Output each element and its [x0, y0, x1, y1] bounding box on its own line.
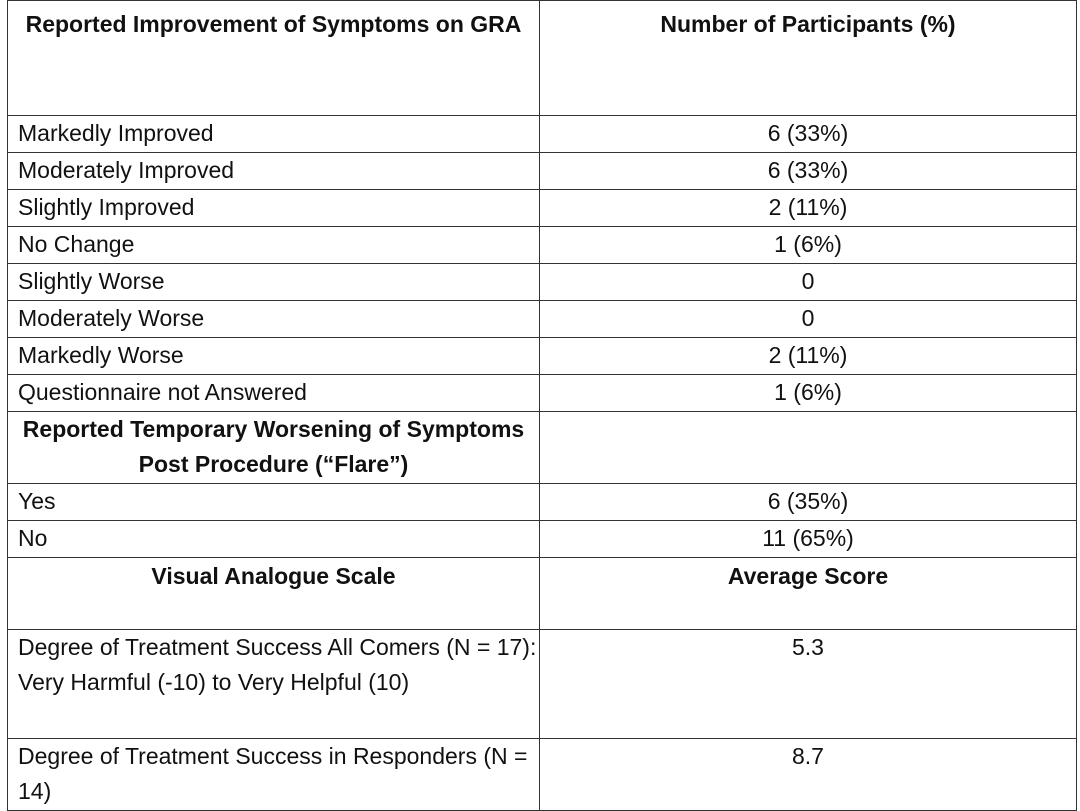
row-label: Moderately Worse — [8, 301, 540, 338]
row-label: Slightly Worse — [8, 264, 540, 301]
table-row — [8, 301, 1077, 338]
row-label: Yes — [8, 484, 540, 521]
vas-header-label: Visual Analogue Scale — [8, 558, 540, 630]
row-label: No Change — [8, 227, 540, 264]
gra-header-row — [8, 1, 1077, 116]
table-row — [8, 153, 1077, 190]
row-label: Markedly Improved — [8, 116, 540, 153]
vas-header-row — [8, 558, 1077, 630]
table-row — [8, 227, 1077, 264]
table-row — [8, 116, 1077, 153]
flare-header-label: Reported Temporary Worsening of Symptoms Post Procedure (“Flare”) — [8, 412, 540, 484]
row-value: 8.7 — [540, 739, 1077, 811]
table-row — [8, 630, 1077, 739]
row-label: Questionnaire not Answered — [8, 375, 540, 412]
table-row — [8, 338, 1077, 375]
row-value: 6 (33%) — [540, 116, 1077, 153]
results-table — [7, 0, 1077, 811]
row-value: 2 (11%) — [540, 190, 1077, 227]
participants-header-label: Number of Participants (%) — [540, 1, 1077, 116]
row-value: 1 (6%) — [540, 375, 1077, 412]
row-label: No — [8, 521, 540, 558]
row-value: 0 — [540, 264, 1077, 301]
flare-header-value — [540, 412, 1077, 484]
table-row — [8, 190, 1077, 227]
row-label: Degree of Treatment Success All Comers (N = 17): Very Harmful (-10) to Very Helpful (10) — [8, 630, 540, 739]
gra-header-label: Reported Improvement of Symptoms on GRA — [8, 1, 540, 116]
row-value: 6 (35%) — [540, 484, 1077, 521]
table-row — [8, 264, 1077, 301]
row-label: Degree of Treatment Success in Responders (N = 14) — [8, 739, 540, 811]
row-label: Moderately Improved — [8, 153, 540, 190]
row-value: 0 — [540, 301, 1077, 338]
row-value: 11 (65%) — [540, 521, 1077, 558]
row-label: Slightly Improved — [8, 190, 540, 227]
flare-header-row — [8, 412, 1077, 484]
row-value: 2 (11%) — [540, 338, 1077, 375]
average-score-header-label: Average Score — [540, 558, 1077, 630]
row-value: 6 (33%) — [540, 153, 1077, 190]
row-value: 5.3 — [540, 630, 1077, 739]
row-value: 1 (6%) — [540, 227, 1077, 264]
row-label: Markedly Worse — [8, 338, 540, 375]
table-row — [8, 484, 1077, 521]
table-row — [8, 375, 1077, 412]
table-row — [8, 521, 1077, 558]
